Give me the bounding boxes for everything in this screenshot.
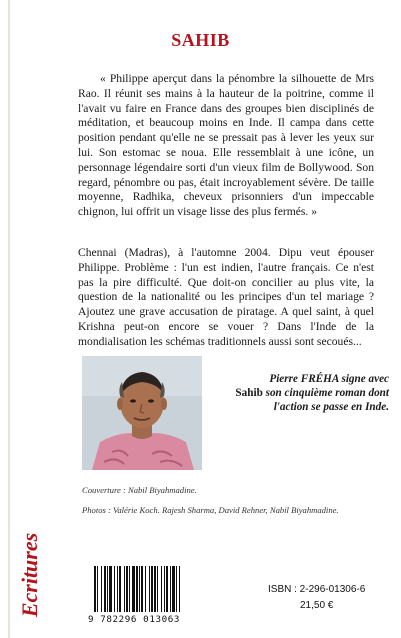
book-summary [78,246,374,350]
barcode-bar [119,566,121,612]
barcode-bar [107,566,108,612]
barcode-bar [170,566,171,612]
ecritures-logo-icon [17,520,52,630]
barcode-bar [149,566,150,612]
barcode-bar [94,566,96,612]
spine-edge [8,0,10,638]
barcode-bar [101,566,102,612]
author-line-3: l'action se passe en Inde. [273,401,389,413]
barcode-bar [161,566,162,612]
svg-text:Ecritures: Ecritures [17,532,42,618]
barcode-bar [126,566,128,612]
cover-credit: Couverture : Nabil Biyahmadine. [82,485,197,495]
author-line-1: Pierre FRÉHA signe avec [269,373,389,385]
barcode-digits: 9 782296 013063 [88,614,180,625]
book-title: SAHIB [171,30,230,50]
barcode-bar [136,566,138,612]
barcode-bar [151,566,153,612]
barcode-bar [164,566,165,612]
photo-credits: Photos : Valérie Koch. Rajesh Sharma, David Rehner, Nabil Biyahmadine. [82,505,339,515]
author-line-2 [209,386,389,400]
author-line-2-rest: son cinquième roman dont [262,387,389,399]
credits [82,485,382,525]
barcode-bar [176,566,177,612]
barcode-bar [104,566,106,612]
publisher-logo [17,520,52,630]
barcode-bar [124,566,125,612]
barcode-bar [114,566,115,612]
barcode-bar [117,566,118,612]
barcode [92,566,218,614]
barcode-bar [172,566,175,612]
author-book-title: Sahib [235,387,263,399]
barcode-bar [166,566,168,612]
barcode-bar [129,566,130,612]
isbn: ISBN : 2-296-01306-6 [268,584,366,595]
excerpt-quote [78,72,374,220]
barcode-bar [179,566,180,612]
author-portrait-image [82,356,202,470]
barcode-bar [109,566,112,612]
barcode-bar [154,566,156,612]
author-note [209,372,389,414]
summary-text: Chennai (Madras), à l'automne 2004. Dipu veut épouser Philippe. Problème : l'un est indien, l'autre français. Ce n'est pas la pire difficulté. Que doit-on concilier au plus vite, la question de la nationalité ou les principes d'un tel mariage ? Ajoutez une grave accusation de piratage. A quel saint, à quel Krishna peut-on encore se vouer ? Dans l'Inde de la mondialisation les schémas traditionnels aussi sont secoués... [78,246,374,348]
excerpt-text: « Philippe aperçut dans la pénombre la silhouette de Mrs Rao. Il réunit ses mains à la hauteur de la poitrine, comme il l'avait vu faire en France dans des groupes bien disciplinés de méditation, et beaucoup moins en Inde. Il campa dans cette position pendant qu'elle ne se pressait pas à lever les yeux sur lui. Son estomac se noua. Elle ressemblait à une icône, un personnage légendaire sorti d'un vieux film de Bollywood. Son regard, pénombre ou pas, était incroyablement sévère. De taille moyenne, Radhika, cheveux prisonniers d'un impeccable chignon, lui offrit un visage lisse des plus fermés. » [78,72,374,219]
barcode-bar [157,566,158,612]
barcode-bar [97,566,98,612]
barcode-bar [132,566,135,612]
barcode-bar [139,566,140,612]
barcode-bar [141,566,143,612]
barcode-bar [145,566,146,612]
author-photo [82,356,202,470]
price: 21,50 € [300,600,334,611]
